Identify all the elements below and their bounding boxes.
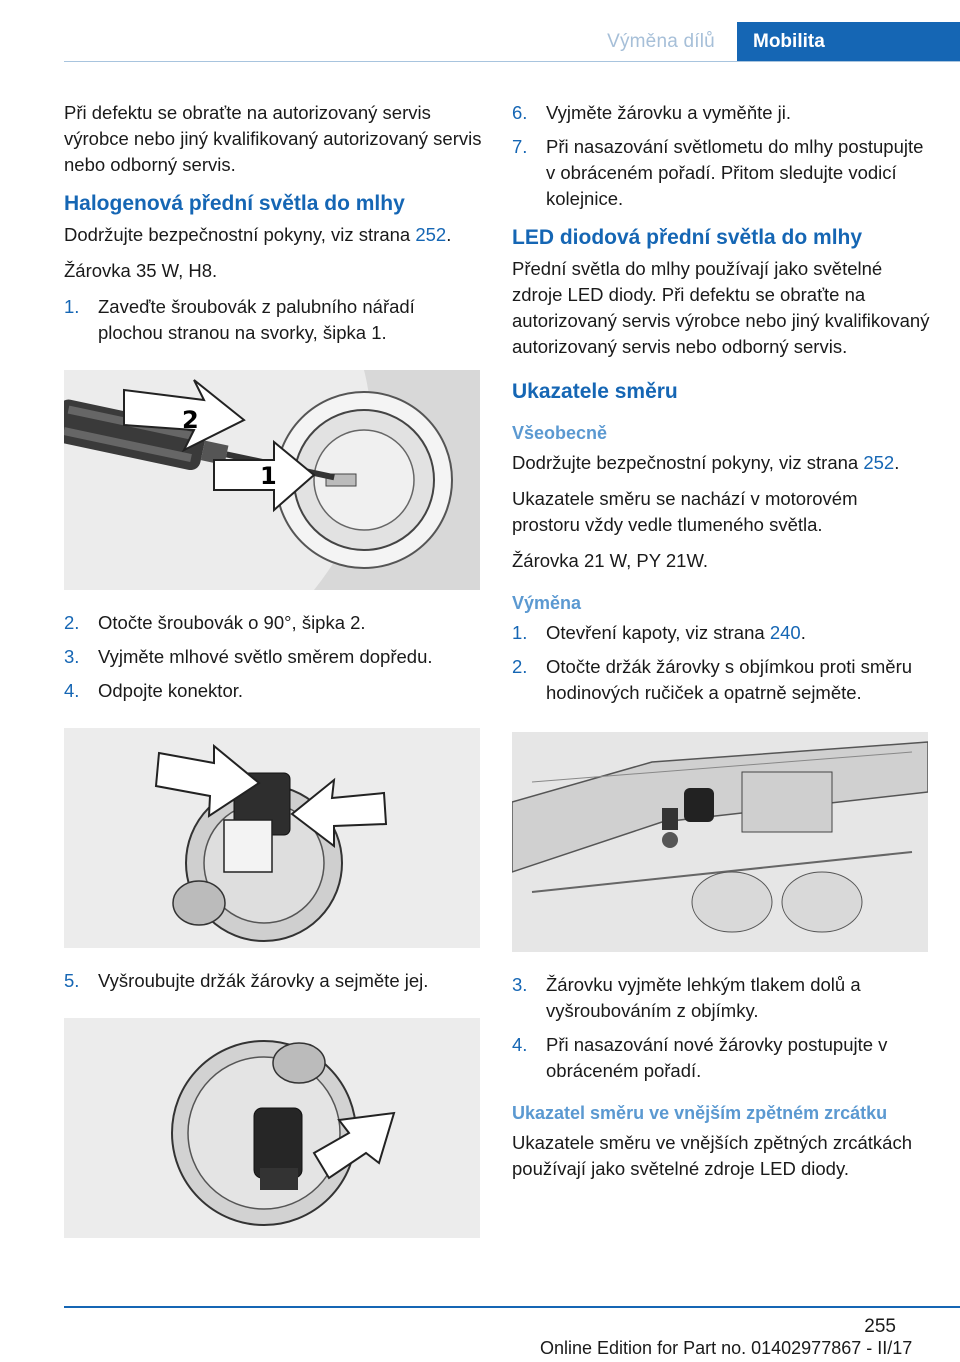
right-column [512,100,930,1192]
location-paragraph: Ukazatele směru se nachází v motorovém prostoru vždy vedle tlumeného světla. [512,488,858,535]
bulb-spec: Žárovka 35 W, H8. [64,260,218,281]
steps-list [64,968,482,994]
bulb-spec: Žárovka 21 W, PY 21W. [512,550,709,571]
led-paragraph: Přední světla do mlhy používají jako světelné zdroje LED diody. Při defektu se obraťte na autorizovaný servis výrobce nebo jiný kvalifikovaný autorizovaný servis nebo odborný servis. [512,258,930,357]
mirror-paragraph: Ukazatele směru ve vnějších zpětných zrcátkách používají jako světelné zdroje LED diody. [512,1132,912,1179]
list-item: 7. Při nasazování světlometu do mlhy postupujte v obráceném pořadí. Přitom sledujte vodicí kolejnice. [512,136,924,209]
indicators-heading: Ukazatele směru [512,380,678,403]
section-tab[interactable]: Výměna dílů [607,31,715,52]
list-item: 4. Při nasazování nové žárovky postupujte v obráceném pořadí. [512,1034,888,1081]
safety-note: Dodržujte bezpečnostní pokyny, viz strana 252. [512,452,900,473]
list-item: 4. Odpojte konektor. [64,680,244,701]
list-item: 6. Vyjměte žárovku a vyměňte ji. [512,102,792,123]
page-link-240[interactable]: 240 [769,622,801,643]
edition-text: Online Edition for Part no. 01402977867 - II/17 [540,1338,913,1358]
page-number: 255 [864,1316,896,1337]
svg-text:2: 2 [182,406,199,434]
list-item: 2. Otočte šroubovák o 90°, šipka 2. [64,612,366,633]
footer-rule [64,1306,960,1308]
figure-engine-bay [512,732,928,952]
figure-bulb-holder [64,1018,480,1238]
header-rule [64,61,960,62]
halogen-heading: Halogenová přední světla do mlhy [64,192,405,215]
figure-screwdriver [64,370,480,590]
list-item: 5. Vyšroubujte držák žárovky a sejměte jej. [64,970,429,991]
led-heading: LED diodová přední světla do mlhy [512,226,863,249]
safety-note: Dodržujte bezpečnostní pokyny, viz strana 252. [64,224,452,245]
list-item: 2. Otočte držák žárovky s objímkou proti směru hodinových ručiček a opatrně sejměte. [512,656,913,703]
steps-list [512,972,930,1084]
general-heading: Všeobecně [512,423,608,443]
steps-list [64,610,482,704]
figure-connector [64,728,480,948]
page-link-252[interactable]: 252 [863,452,895,473]
steps-list [512,100,930,212]
chapter-tab[interactable]: Mobilita [737,22,960,62]
list-item: 3. Vyjměte mlhové světlo směrem dopředu. [64,646,433,667]
list-item: 1. Otevření kapoty, viz strana 240. [512,622,806,643]
replace-heading: Výměna [512,593,582,613]
mirror-heading: Ukazatel směru ve vnějším zpětném zrcátku [512,1103,888,1123]
left-column [64,100,482,1258]
steps-list [64,294,482,346]
steps-list [512,620,930,706]
list-item: 1. Zaveďte šroubovák z palubního nářadí plochou stranou na svorky, šipka 1. [64,296,415,343]
page-link-252[interactable]: 252 [415,224,447,245]
page-header [0,0,960,62]
list-item: 3. Žárovku vyjměte lehkým tlakem dolů a vyšroubováním z objímky. [512,974,861,1021]
intro-paragraph: Při defektu se obraťte na autorizovaný servis výrobce nebo jiný kvalifikovaný autorizovaný servis nebo odborný servis. [64,102,482,175]
svg-text:1: 1 [260,462,277,490]
